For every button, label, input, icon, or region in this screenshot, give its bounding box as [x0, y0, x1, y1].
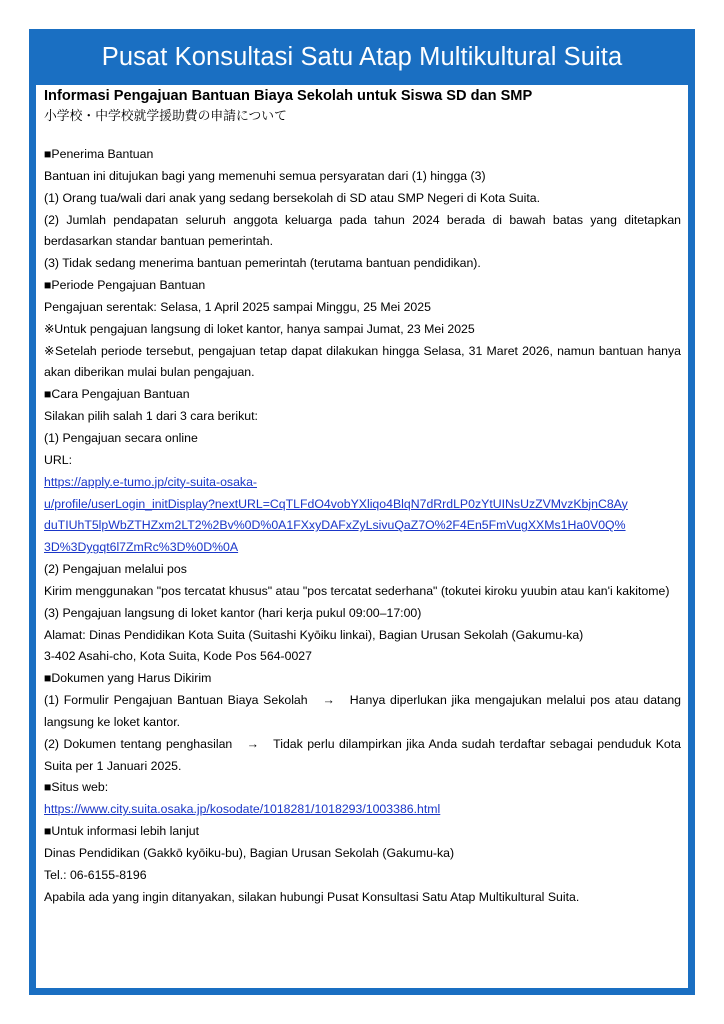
period-note-counter: ※Untuk pengajuan langsung di loket kantor, hanya sampai Jumat, 23 Mei 2025	[44, 321, 475, 336]
info-closing: Apabila ada yang ingin ditanyakan, silakan hubungi Pusat Konsultasi Satu Atap Multikultural Suita.	[44, 889, 580, 904]
url-label: URL:	[44, 452, 73, 467]
online-url-line-2[interactable]: u/profile/userLogin_initDisplay?nextURL=CqTLFdO4vobYXliqo4BlqN7dRrdLP0zYtUINsUzZVMvzKbjnC8Ay	[44, 496, 628, 511]
document-subtitle-japanese: 小学校・中学校就学援助費の申請について	[44, 108, 287, 123]
method-post-label: (2) Pengajuan melalui pos	[44, 562, 187, 577]
methods-intro: Silakan pilih salah 1 dari 3 cara berikut:	[44, 409, 258, 424]
recipients-heading: ■Penerima Bantuan	[44, 147, 154, 161]
requirement-2: (2) Jumlah pendapatan seluruh anggota keluarga pada tahun 2024 berada di bawah batas yang ditetapkan berdasarkan standar bantuan pemerintah.	[44, 212, 681, 249]
requirement-3: (3) Tidak sedang menerima bantuan pemerintah (terutama bantuan pendidikan).	[44, 256, 481, 271]
info-heading: ■Untuk informasi lebih lanjut	[44, 824, 200, 839]
document-body	[36, 85, 688, 988]
method-counter-label: (3) Pengajuan langsung di loket kantor (hari kerja pukul 09:00–17:00)	[44, 605, 422, 620]
method-online-label: (1) Pengajuan secara online	[44, 430, 198, 445]
online-application-link[interactable]	[44, 472, 681, 559]
address-line-1: Alamat: Dinas Pendidikan Kota Suita (Suitashi Kyōiku linkai), Bagian Urusan Sekolah (Gakumu-ka)	[44, 627, 584, 642]
header-title: Pusat Konsultasi Satu Atap Multikultural Suita	[101, 42, 623, 71]
methods-heading: ■Cara Pengajuan Bantuan	[44, 387, 190, 402]
requirement-1: (1) Orang tua/wali dari anak yang sedang bersekolah di SD atau SMP Negeri di Kota Suita.	[44, 190, 541, 205]
header-banner	[36, 29, 688, 85]
period-main: Pengajuan serentak: Selasa, 1 April 2025 sampai Minggu, 25 Mei 2025	[44, 299, 431, 314]
info-telephone: Tel.: 06-6155-8196	[44, 867, 147, 882]
address-line-2: 3-402 Asahi-cho, Kota Suita, Kode Pos 564-0027	[44, 649, 312, 664]
recipients-intro: Bantuan ini ditujukan bagi yang memenuhi semua persyaratan dari (1) hingga (3)	[44, 168, 486, 183]
document-item-1: (1) Formulir Pengajuan Bantuan Biaya Sekolah → Hanya diperlukan jika mengajukan melalui pos atau datang langsung ke loket kantor.	[44, 693, 681, 729]
page-frame	[29, 29, 695, 995]
period-heading: ■Periode Pengajuan Bantuan	[44, 278, 206, 293]
online-url-line-3[interactable]: duTIUhT5lpWbZTHZxm2LT2%2Bv%0D%0A1FXxyDAFxZyLsivuQaZ7O%2F4En5FmVugXXMs1Ha0V0Q%	[44, 518, 626, 533]
document-item-2: (2) Dokumen tentang penghasilan → Tidak perlu dilampirkan jika Anda sudah terdaftar sebagai penduduk Kota Suita per 1 Januari 2025.	[44, 736, 681, 773]
online-url-line-4[interactable]: 3D%3Dygqt6l7ZmRc%3D%0D%0A	[44, 540, 239, 555]
period-note-late: ※Setelah periode tersebut, pengajuan tetap dapat dilakukan hingga Selasa, 31 Maret 2026, namun bantuan hanya akan diberikan mulai bulan pengajuan.	[44, 343, 681, 380]
online-url-line-1[interactable]: https://apply.e-tumo.jp/city-suita-osaka-	[44, 474, 258, 489]
document-title: Informasi Pengajuan Bantuan Biaya Sekolah untuk Siswa SD dan SMP	[44, 88, 533, 104]
website-link[interactable]: https://www.city.suita.osaka.jp/kosodate/1018281/1018293/1003386.html	[44, 802, 441, 817]
documents-heading: ■Dokumen yang Harus Dikirim	[44, 671, 212, 686]
website-heading: ■Situs web:	[44, 780, 109, 795]
method-post-description: Kirim menggunakan "pos tercatat khusus" atau "pos tercatat sederhana" (tokutei kiroku yuubin atau kan'i kakitome)	[44, 583, 670, 598]
info-office: Dinas Pendidikan (Gakkō kyōiku-bu), Bagian Urusan Sekolah (Gakumu-ka)	[44, 846, 455, 860]
